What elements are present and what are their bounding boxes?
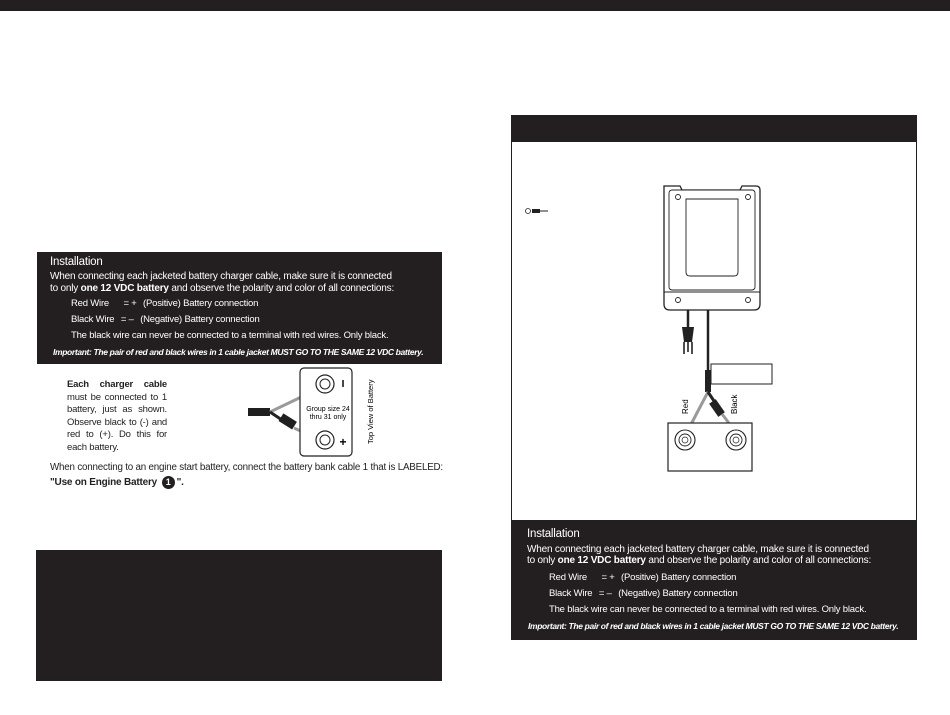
engine-note-line2 — [50, 476, 184, 489]
group-size-line2: thru 31 only — [309, 414, 347, 421]
installation-title-right: Installation — [527, 528, 580, 540]
installation-line2 — [50, 283, 394, 294]
charger-body — [664, 186, 760, 310]
red-wire-desc-right: (Positive) Battery connection — [621, 572, 737, 583]
red-wire-eq-right: = + — [601, 572, 615, 583]
plug-connector-icon — [526, 209, 549, 214]
top-bar — [0, 0, 950, 11]
diagram-header-bar — [511, 115, 917, 142]
installation-line1: When connecting each jacketed battery charger cable, make sure it is connected — [50, 271, 392, 282]
engine-quote-close: ". — [176, 477, 184, 489]
top-terminal-inner — [320, 379, 330, 389]
negative-symbol: I — [341, 379, 345, 390]
black-wire-desc-right: (Negative) Battery connection — [618, 588, 738, 599]
black-wire-label-right: Black Wire — [549, 588, 593, 599]
never-line-right: The black wire can never be connected to a terminal with red wires. Only black. — [549, 604, 867, 615]
line2-suffix: and observe the polarity and color of all connections: — [168, 283, 395, 294]
installation-line2-right — [527, 555, 871, 566]
line2-prefix: to only — [50, 283, 81, 294]
inline-fuse — [279, 413, 297, 429]
battery-top-view-diagram — [170, 360, 390, 460]
charger-wiring-diagram — [512, 142, 916, 520]
red-label: Red — [681, 399, 690, 414]
engine-quote-open: "Use on Engine Battery — [50, 477, 160, 489]
dc-cable-boot — [705, 370, 711, 392]
red-wire-desc: (Positive) Battery connection — [143, 298, 259, 309]
bottom-terminal-inner — [320, 435, 330, 445]
installation-title: Installation — [50, 256, 103, 268]
installation-line1-right: When connecting each jacketed battery charger cable, make sure it is connected — [527, 544, 869, 555]
installation-box-right — [511, 520, 917, 640]
line2-bold: one 12 VDC battery — [80, 283, 169, 294]
black-label: Black — [730, 394, 739, 414]
black-wire-eq-right: = – — [598, 588, 612, 599]
line2-prefix-right: to only — [527, 555, 558, 566]
red-wire-row-right — [549, 572, 736, 583]
black-wire-row — [71, 314, 260, 325]
red-wire-eq: = + — [123, 298, 137, 309]
positive-symbol: + — [339, 435, 347, 449]
cable-note-rest: must be connected to 1 battery, just as shown. Observe black to (-) and red to (+). Do this for each battery. — [67, 391, 167, 453]
important-note-right: Important: The pair of red and black wires in 1 cable jacket MUST GO TO THE SAME 12 VDC battery. — [528, 621, 899, 631]
red-wire-label: Red Wire — [71, 298, 109, 309]
battery-terminal-left-core — [682, 437, 688, 443]
cable-note — [67, 379, 167, 454]
dark-panel-left — [36, 550, 442, 681]
engine-note-line1: When connecting to an engine start battery, connect the battery bank cable 1 that is LABELED: — [50, 462, 443, 473]
never-line: The black wire can never be connected to a terminal with red wires. Only black. — [71, 330, 389, 341]
ac-plug — [682, 310, 694, 354]
red-wire-row — [71, 298, 258, 309]
black-wire-label: Black Wire — [71, 314, 115, 325]
engine-badge: 1 — [162, 476, 175, 489]
cable-label-tag — [711, 364, 772, 384]
cable-boot — [248, 408, 270, 416]
black-wire-eq: = – — [120, 314, 134, 325]
important-note: Important: The pair of red and black wires in 1 cable jacket MUST GO TO THE SAME 12 VDC battery. — [53, 347, 424, 357]
group-size-line1: Group size 24 — [306, 406, 350, 413]
black-wire-row-right — [549, 588, 738, 599]
line2-bold-right: one 12 VDC battery — [557, 555, 646, 566]
installation-box-left — [37, 252, 442, 364]
top-view-label: Top View of Battery — [366, 379, 375, 444]
red-wire-label-right: Red Wire — [549, 572, 587, 583]
cable-note-bold: Each charger cable — [67, 379, 167, 390]
battery-terminal-right-core — [733, 437, 739, 443]
line2-suffix-right: and observe the polarity and color of all connections: — [645, 555, 872, 566]
black-wire-desc: (Negative) Battery connection — [140, 314, 260, 325]
